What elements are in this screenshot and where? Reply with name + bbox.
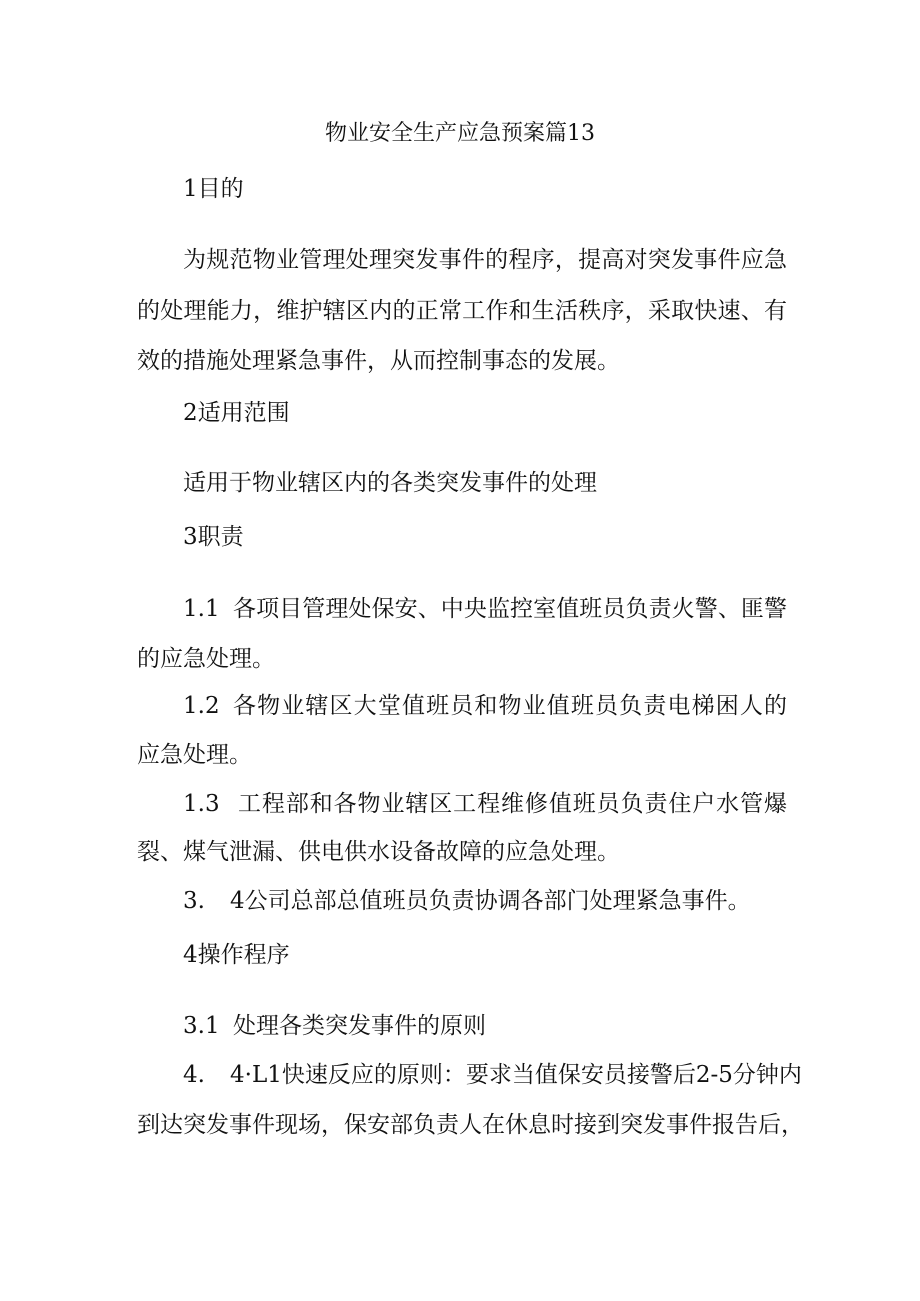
justified-text: 工程部和各物业辖区工程维修值班员负责住户水管爆 (238, 791, 788, 817)
section-4-heading: 4操作程序 (183, 942, 290, 968)
justified-text: 的处理能力，维护辖区内的正常工作和生活秩序，采取快速、有 (137, 298, 788, 324)
item-text-line-1 (233, 691, 787, 721)
item-text-line-2 (137, 1110, 804, 1140)
item-number: 1.3 (183, 791, 220, 817)
item-text-line-1: 4公司总部总值班员负责协调各部门处理紧急事件。 (230, 888, 751, 914)
item-number: 3. (183, 888, 205, 914)
item-text-line-1 (238, 789, 787, 819)
section-1-para-line-3: 效的措施处理紧急事件，从而控制事态的发展。 (137, 348, 620, 374)
section-1-para-line-2 (137, 296, 787, 326)
item-text-line-2: 应急处理。 (137, 742, 252, 768)
document-title: 物业安全生产应急预案篇13 (325, 121, 595, 146)
item-text-line-2: 裂、煤气泄漏、供电供水设备故障的应急处理。 (137, 839, 620, 865)
sub-text: 处理各类突发事件的原则 (233, 1013, 486, 1039)
item-number: 1.2 (183, 693, 220, 719)
justified-text: 各项目管理处保安、中央监控室值班员负责火警、匪警 (233, 596, 788, 622)
item-text-line-1 (230, 1060, 802, 1090)
section-2-para: 适用于物业辖区内的各类突发事件的处理 (183, 470, 597, 496)
justified-text: 到达突发事件现场，保安部负责人在休息时接到突发事件报告后， (137, 1112, 804, 1138)
item-number: 1.1 (183, 596, 220, 622)
justified-text: 各物业辖区大堂值班员和物业值班员负责电梯困人的 (233, 693, 789, 719)
item-number: 4. (183, 1062, 205, 1088)
section-1-heading: 1目的 (183, 176, 244, 202)
section-2-heading: 2适用范围 (183, 400, 290, 426)
justified-text: 4·L1快速反应的原则：要求当值保安员接警后2-5分钟内 (230, 1062, 802, 1088)
justified-text: 为规范物业管理处理突发事件的程序，提高对突发事件应急 (183, 247, 788, 273)
item-text-line-1 (233, 594, 787, 624)
item-text-line-2: 的应急处理。 (137, 646, 275, 672)
sub-number: 3.1 (183, 1013, 220, 1039)
section-3-heading: 3职责 (183, 524, 244, 550)
section-1-para-line-1 (183, 245, 787, 275)
